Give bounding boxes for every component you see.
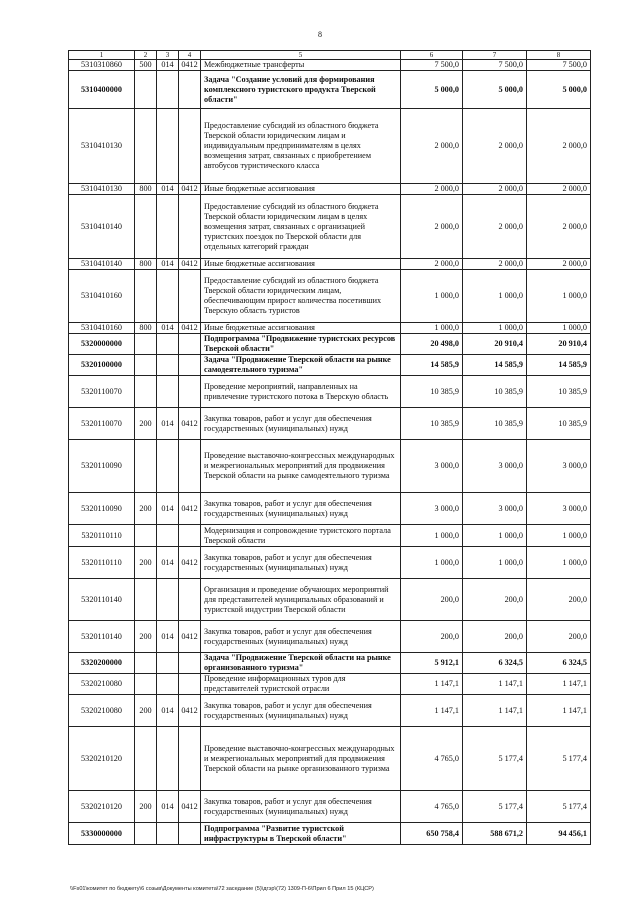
row-name: Проведение мероприятий, направленных на привлечение туристского потока в Тверскую область [201, 376, 401, 408]
row-vr [135, 579, 157, 621]
row-name: Межбюджетные трансферты [201, 60, 401, 71]
row-vr: 200 [135, 408, 157, 440]
table-row [69, 60, 591, 71]
row-value-2024: 3 000,0 [527, 493, 591, 525]
row-code: 5320110140 [69, 579, 135, 621]
row-rz [157, 195, 179, 259]
row-value-2022: 4 765,0 [401, 727, 463, 791]
row-value-2022: 3 000,0 [401, 440, 463, 493]
file-path-footer: \\Fs01\комитет по бюджету\6 созыв\Документы комитета\72 заседание (5)\дгэр\(72) 1309-П-6\Прил 6 Прил 15 (КЦСР) [70, 886, 374, 892]
row-name: Проведение выставочно-конгрессных международных и межрегиональных мероприятий для продвижения Тверской области на рынке самодеятельного туризма [201, 440, 401, 493]
row-name: Иные бюджетные ассигнования [201, 259, 401, 270]
row-code: 5320110070 [69, 376, 135, 408]
row-name: Проведение информационных туров для представителей туристской отрасли [201, 674, 401, 695]
page-number: 8 [318, 30, 322, 39]
row-vr [135, 355, 157, 376]
row-code: 5320100000 [69, 355, 135, 376]
row-value-2024: 5 177,4 [527, 727, 591, 791]
row-value-2024: 1 147,1 [527, 695, 591, 727]
row-pr: 0412 [179, 621, 201, 653]
row-value-2023: 200,0 [463, 579, 527, 621]
row-name: Организация и проведение обучающих мероприятий для представителей муниципальных образований и туристской индустрии Тверской области [201, 579, 401, 621]
row-value-2022: 2 000,0 [401, 109, 463, 184]
row-value-2023: 5 177,4 [463, 727, 527, 791]
row-value-2022: 200,0 [401, 579, 463, 621]
table-row [69, 823, 591, 845]
header-cell: 4 [179, 51, 201, 60]
row-value-2024: 6 324,5 [527, 653, 591, 674]
row-vr [135, 674, 157, 695]
row-rz [157, 270, 179, 323]
row-rz [157, 334, 179, 355]
row-value-2022: 200,0 [401, 621, 463, 653]
budget-table [68, 50, 591, 845]
row-vr: 800 [135, 259, 157, 270]
row-value-2022: 1 000,0 [401, 323, 463, 334]
row-pr [179, 727, 201, 791]
row-value-2023: 7 500,0 [463, 60, 527, 71]
row-rz [157, 674, 179, 695]
row-vr [135, 109, 157, 184]
row-name: Закупка товаров, работ и услуг для обеспечения государственных (муниципальных) нужд [201, 695, 401, 727]
row-code: 5320110070 [69, 408, 135, 440]
row-vr: 200 [135, 621, 157, 653]
row-rz [157, 440, 179, 493]
row-name: Проведение выставочно-конгрессных международных и межрегиональных мероприятий для продвижения Тверской области на рынке организованного туризма [201, 727, 401, 791]
row-vr: 200 [135, 791, 157, 823]
row-code: 5310410140 [69, 259, 135, 270]
row-name: Модернизация и сопровождение туристского портала Тверской области [201, 525, 401, 547]
row-value-2022: 1 000,0 [401, 270, 463, 323]
row-code: 5310400000 [69, 71, 135, 109]
row-name: Предоставление субсидий из областного бюджета Тверской области юридическим лицам и индивидуальным предпринимателям в целях возмещения затрат, связанных с приобретением автобусов туристического класса [201, 109, 401, 184]
row-rz [157, 109, 179, 184]
row-value-2023: 2 000,0 [463, 109, 527, 184]
table-row [69, 184, 591, 195]
row-pr [179, 823, 201, 845]
row-value-2024: 14 585,9 [527, 355, 591, 376]
row-rz: 014 [157, 547, 179, 579]
row-value-2024: 2 000,0 [527, 109, 591, 184]
row-value-2023: 1 000,0 [463, 323, 527, 334]
row-pr [179, 376, 201, 408]
row-value-2023: 6 324,5 [463, 653, 527, 674]
row-code: 5320110090 [69, 440, 135, 493]
row-vr [135, 653, 157, 674]
header-row [69, 51, 591, 60]
row-vr [135, 376, 157, 408]
row-pr [179, 674, 201, 695]
header-cell: 3 [157, 51, 179, 60]
row-value-2024: 1 000,0 [527, 323, 591, 334]
row-value-2024: 10 385,9 [527, 408, 591, 440]
table-row [69, 270, 591, 323]
row-pr [179, 71, 201, 109]
row-pr [179, 270, 201, 323]
row-rz: 014 [157, 695, 179, 727]
row-value-2024: 1 000,0 [527, 547, 591, 579]
row-pr: 0412 [179, 493, 201, 525]
row-pr: 0412 [179, 547, 201, 579]
row-value-2023: 588 671,2 [463, 823, 527, 845]
row-rz: 014 [157, 791, 179, 823]
table-row [69, 579, 591, 621]
row-pr: 0412 [179, 695, 201, 727]
row-value-2023: 5 177,4 [463, 791, 527, 823]
row-value-2023: 2 000,0 [463, 259, 527, 270]
row-value-2024: 200,0 [527, 621, 591, 653]
row-value-2023: 20 910,4 [463, 334, 527, 355]
row-rz [157, 727, 179, 791]
row-vr: 200 [135, 547, 157, 579]
table-row [69, 71, 591, 109]
row-vr [135, 71, 157, 109]
row-code: 5320000000 [69, 334, 135, 355]
row-value-2022: 650 758,4 [401, 823, 463, 845]
row-vr [135, 195, 157, 259]
header-cell: 8 [527, 51, 591, 60]
row-value-2022: 14 585,9 [401, 355, 463, 376]
table-row [69, 376, 591, 408]
row-name: Закупка товаров, работ и услуг для обеспечения государственных (муниципальных) нужд [201, 791, 401, 823]
row-pr [179, 109, 201, 184]
table-row [69, 355, 591, 376]
table-row [69, 674, 591, 695]
row-name: Закупка товаров, работ и услуг для обеспечения государственных (муниципальных) нужд [201, 547, 401, 579]
row-code: 5320110140 [69, 621, 135, 653]
row-value-2022: 20 498,0 [401, 334, 463, 355]
row-value-2022: 2 000,0 [401, 184, 463, 195]
row-value-2022: 1 000,0 [401, 547, 463, 579]
row-pr: 0412 [179, 60, 201, 71]
table-row [69, 525, 591, 547]
row-name: Предоставление субсидий из областного бюджета Тверской области юридическим лицам в целях возмещения затрат, связанных с организацией туристских поездок по Тверской области для отдельных категорий граждан [201, 195, 401, 259]
row-code: 5320210080 [69, 674, 135, 695]
row-pr [179, 334, 201, 355]
row-pr [179, 525, 201, 547]
row-vr: 500 [135, 60, 157, 71]
row-code: 5320210120 [69, 727, 135, 791]
row-code: 5310410160 [69, 323, 135, 334]
row-value-2024: 1 000,0 [527, 270, 591, 323]
table-row [69, 109, 591, 184]
table-row [69, 695, 591, 727]
row-value-2023: 10 385,9 [463, 376, 527, 408]
table-row [69, 493, 591, 525]
row-pr: 0412 [179, 184, 201, 195]
row-pr: 0412 [179, 259, 201, 270]
row-vr [135, 440, 157, 493]
header-cell: 5 [201, 51, 401, 60]
row-value-2023: 10 385,9 [463, 408, 527, 440]
row-rz: 014 [157, 60, 179, 71]
row-value-2023: 14 585,9 [463, 355, 527, 376]
row-value-2024: 1 000,0 [527, 525, 591, 547]
row-value-2024: 2 000,0 [527, 259, 591, 270]
row-vr: 200 [135, 695, 157, 727]
row-vr: 200 [135, 493, 157, 525]
table-row [69, 195, 591, 259]
row-pr [179, 579, 201, 621]
row-rz: 014 [157, 493, 179, 525]
row-value-2023: 1 000,0 [463, 547, 527, 579]
row-value-2022: 3 000,0 [401, 493, 463, 525]
row-pr: 0412 [179, 408, 201, 440]
row-pr [179, 440, 201, 493]
row-value-2023: 3 000,0 [463, 440, 527, 493]
row-pr [179, 195, 201, 259]
row-name: Задача "Продвижение Тверской области на рынке самодеятельного туризма" [201, 355, 401, 376]
table-row [69, 621, 591, 653]
row-name: Подпрограмма "Развитие туристской инфраструктуры в Тверской области" [201, 823, 401, 845]
row-value-2023: 3 000,0 [463, 493, 527, 525]
row-vr: 800 [135, 323, 157, 334]
row-value-2022: 1 147,1 [401, 674, 463, 695]
row-rz [157, 376, 179, 408]
row-code: 5320200000 [69, 653, 135, 674]
row-vr [135, 334, 157, 355]
row-value-2022: 2 000,0 [401, 195, 463, 259]
row-rz [157, 823, 179, 845]
row-rz: 014 [157, 408, 179, 440]
row-vr [135, 727, 157, 791]
row-name: Закупка товаров, работ и услуг для обеспечения государственных (муниципальных) нужд [201, 493, 401, 525]
row-rz [157, 355, 179, 376]
row-name: Иные бюджетные ассигнования [201, 323, 401, 334]
row-value-2022: 5 000,0 [401, 71, 463, 109]
row-code: 5320210120 [69, 791, 135, 823]
row-vr: 800 [135, 184, 157, 195]
row-pr [179, 653, 201, 674]
row-code: 5320210080 [69, 695, 135, 727]
row-code: 5320110090 [69, 493, 135, 525]
table-row [69, 791, 591, 823]
row-value-2024: 10 385,9 [527, 376, 591, 408]
row-code: 5310410130 [69, 109, 135, 184]
row-value-2024: 7 500,0 [527, 60, 591, 71]
row-value-2024: 2 000,0 [527, 195, 591, 259]
table-row [69, 727, 591, 791]
row-name: Задача "Создание условий для формирования комплексного туристского продукта Тверской области" [201, 71, 401, 109]
row-value-2023: 1 000,0 [463, 270, 527, 323]
row-pr: 0412 [179, 791, 201, 823]
row-value-2022: 1 000,0 [401, 525, 463, 547]
header-cell: 7 [463, 51, 527, 60]
row-pr [179, 355, 201, 376]
header-cell: 6 [401, 51, 463, 60]
row-value-2023: 2 000,0 [463, 184, 527, 195]
row-name: Предоставление субсидий из областного бюджета Тверской области юридическим лицам, обеспечивающим прирост количества посетивших Тверскую область туристов [201, 270, 401, 323]
row-code: 5310310860 [69, 60, 135, 71]
row-value-2024: 5 000,0 [527, 71, 591, 109]
row-rz: 014 [157, 621, 179, 653]
row-value-2024: 1 147,1 [527, 674, 591, 695]
row-rz [157, 579, 179, 621]
table-row [69, 547, 591, 579]
row-code: 5320110110 [69, 547, 135, 579]
table-row [69, 440, 591, 493]
row-value-2022: 10 385,9 [401, 376, 463, 408]
table-row [69, 323, 591, 334]
row-value-2024: 200,0 [527, 579, 591, 621]
row-name: Закупка товаров, работ и услуг для обеспечения государственных (муниципальных) нужд [201, 408, 401, 440]
row-rz [157, 525, 179, 547]
row-code: 5310410160 [69, 270, 135, 323]
row-value-2023: 200,0 [463, 621, 527, 653]
row-value-2024: 5 177,4 [527, 791, 591, 823]
row-rz [157, 653, 179, 674]
row-value-2024: 20 910,4 [527, 334, 591, 355]
row-code: 5310410130 [69, 184, 135, 195]
row-code: 5330000000 [69, 823, 135, 845]
row-value-2022: 4 765,0 [401, 791, 463, 823]
row-value-2024: 2 000,0 [527, 184, 591, 195]
row-value-2022: 7 500,0 [401, 60, 463, 71]
row-vr [135, 823, 157, 845]
row-name: Задача "Продвижение Тверской области на рынке организованного туризма" [201, 653, 401, 674]
table-row [69, 334, 591, 355]
table-row [69, 408, 591, 440]
row-name: Подпрограмма "Продвижение туристских ресурсов Тверской области" [201, 334, 401, 355]
row-value-2023: 1 147,1 [463, 674, 527, 695]
row-value-2023: 1 000,0 [463, 525, 527, 547]
row-value-2022: 1 147,1 [401, 695, 463, 727]
row-code: 5320110110 [69, 525, 135, 547]
row-value-2023: 2 000,0 [463, 195, 527, 259]
table-row [69, 653, 591, 674]
row-value-2024: 3 000,0 [527, 440, 591, 493]
row-value-2022: 10 385,9 [401, 408, 463, 440]
row-value-2022: 2 000,0 [401, 259, 463, 270]
row-rz: 014 [157, 323, 179, 334]
row-pr: 0412 [179, 323, 201, 334]
header-cell: 2 [135, 51, 157, 60]
row-name: Иные бюджетные ассигнования [201, 184, 401, 195]
row-rz [157, 71, 179, 109]
row-vr [135, 270, 157, 323]
row-rz: 014 [157, 259, 179, 270]
row-vr [135, 525, 157, 547]
row-value-2024: 94 456,1 [527, 823, 591, 845]
row-rz: 014 [157, 184, 179, 195]
row-value-2023: 5 000,0 [463, 71, 527, 109]
row-value-2023: 1 147,1 [463, 695, 527, 727]
row-value-2022: 5 912,1 [401, 653, 463, 674]
header-cell: 1 [69, 51, 135, 60]
row-code: 5310410140 [69, 195, 135, 259]
row-name: Закупка товаров, работ и услуг для обеспечения государственных (муниципальных) нужд [201, 621, 401, 653]
table-row [69, 259, 591, 270]
